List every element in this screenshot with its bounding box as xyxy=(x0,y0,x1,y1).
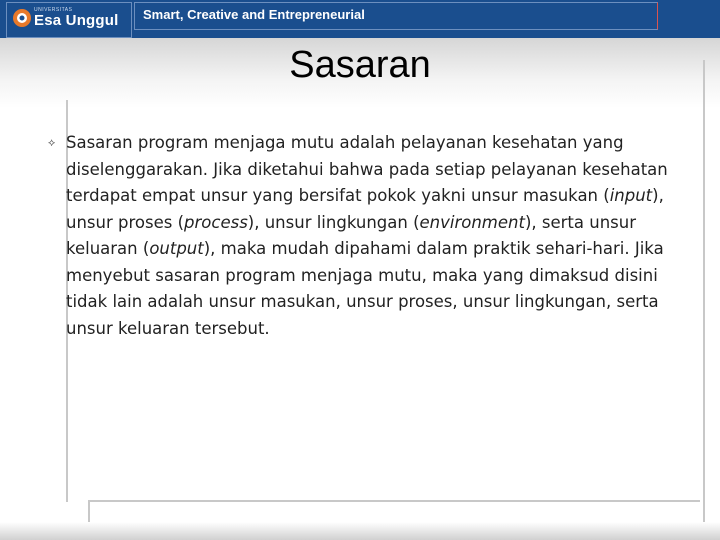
university-logo xyxy=(6,2,132,38)
frame-right-line xyxy=(703,60,705,530)
italic-term: process xyxy=(184,212,248,232)
paragraph-run: ), serta unsur keluaran ( xyxy=(66,212,637,258)
paragraph-text xyxy=(66,133,668,338)
slide-title: Sasaran xyxy=(289,44,431,86)
bullet-paragraph xyxy=(48,130,698,342)
paragraph-run: ), unsur proses ( xyxy=(66,186,664,232)
paragraph-run: Sasaran program menjaga mutu adalah pelayanan kesehatan yang diselenggarakan. Jika diketahui bahwa pada setiap pelayanan kesehatan terdapat empat unsur yang bersifat pokok yakni unsur masukan ( xyxy=(66,133,668,205)
logo-emblem-icon xyxy=(12,8,32,28)
italic-term: input xyxy=(609,186,653,205)
italic-term: output xyxy=(149,239,204,258)
logo-text: Esa Unggul xyxy=(34,12,119,29)
header-bar xyxy=(0,0,720,38)
footer-gradient-band xyxy=(0,522,720,540)
italic-term: environment xyxy=(419,212,525,232)
paragraph-run: ), maka mudah dipahami dalam praktik sehari-hari. Jika menyebut sasaran program menjaga mutu, maka yang dimaksud disini tidak lain adalah unsur masukan, unsur proses, unsur lingkungan, serta unsur keluaran tersebut. xyxy=(66,239,664,338)
paragraph-run: ), unsur lingkungan ( xyxy=(247,212,420,232)
logo-small-text: UNIVERSITAS xyxy=(34,7,73,13)
tagline: Smart, Creative and Entrepreneurial xyxy=(143,7,365,22)
diamond-bullet-icon: ⟡ xyxy=(48,136,56,149)
tagline-box xyxy=(134,2,658,30)
